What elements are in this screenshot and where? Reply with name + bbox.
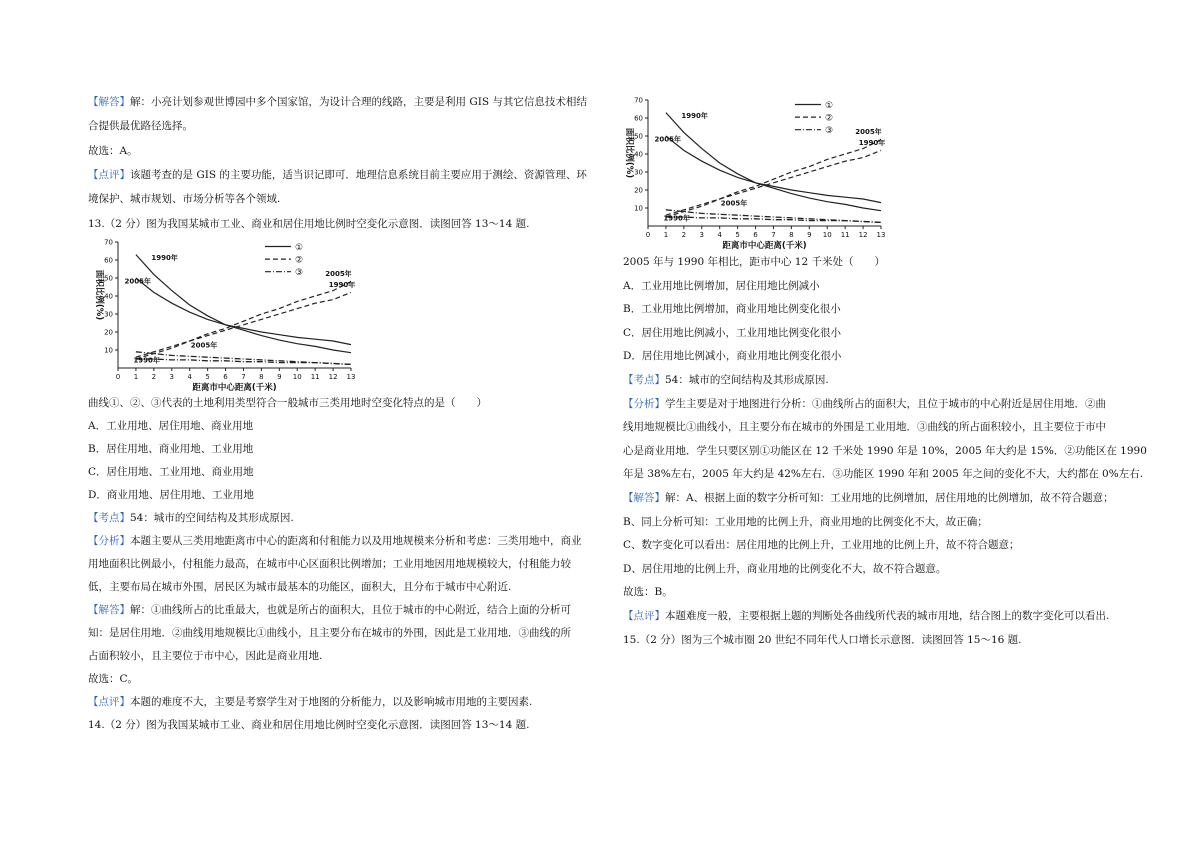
y-tick-label: 40 (104, 292, 113, 301)
x-tick-label: 7 (241, 373, 246, 381)
text-line (623, 515, 988, 529)
x-tick-label: 4 (717, 231, 722, 239)
x-tick-label: 2 (151, 373, 157, 381)
year-annotation: 1990年 (151, 254, 178, 262)
section-tag: 【考点】 (88, 512, 130, 524)
text-line (88, 442, 253, 456)
line-text: 解：A、根据上面的数字分析可知：工业用地的比例增加，居住用地的比例增加，故不符合题意； (665, 492, 1114, 504)
line-text: B、同上分析可知：工业用地的比例上升，商业用地的比例变化不大，故正确； (623, 515, 988, 528)
x-tick-label: 12 (858, 231, 868, 239)
line-text: 解：①曲线所占的比重最大，也就是所占的面积大，且位于城市的中心附近，结合上面的分析可 (130, 604, 571, 616)
section-tag: 【点评】 (88, 696, 130, 708)
text-line (623, 609, 1109, 623)
chart-svg (88, 236, 363, 392)
text-line (88, 557, 571, 571)
series-line-dashdot (666, 217, 881, 222)
series-line-solid (136, 255, 351, 353)
x-tick-label: 6 (223, 373, 228, 381)
text-line (623, 279, 820, 293)
line-text: 本题主要从三类用地距离市中心的距离和付租能力以及用地规模来分析和考虑：三类用地中，商业 (130, 535, 582, 547)
x-tick-label: 5 (205, 373, 210, 381)
text-line (88, 603, 571, 617)
section-tag: 【解答】 (88, 604, 130, 616)
text-line (88, 718, 529, 732)
year-annotation: 2005年 (124, 277, 151, 286)
line-text: 境保护、城市规划、市场分析等各个领域. (88, 193, 281, 206)
text-line (88, 534, 582, 548)
line-text: 14.（2 分）图为我国某城市工业、商业和居住用地比例时空变化示意图．读图回答 13～14 题. (88, 719, 530, 731)
text-line (88, 95, 587, 109)
text-line (88, 649, 322, 663)
year-annotation: 2005年 (325, 270, 352, 279)
y-tick-label: 60 (104, 256, 113, 265)
line-text: 54：城市的空间结构及其形成原因. (130, 512, 294, 524)
text-line (88, 580, 511, 594)
text-line (623, 326, 841, 340)
year-annotation: 2005年 (190, 341, 218, 350)
text-line (88, 465, 254, 479)
text-line (623, 538, 1020, 552)
line-text: D．商业用地、居住用地、工业用地 (88, 489, 254, 501)
text-line (88, 511, 294, 525)
x-tick-label: 12 (328, 373, 338, 381)
x-tick-label: 13 (346, 373, 356, 381)
y-tick-label: 10 (104, 346, 113, 355)
x-axis-label: 距离市中心距离(千米) (192, 383, 277, 392)
year-annotation: 2005年 (654, 135, 681, 144)
text-line (623, 491, 1114, 505)
year-annotation: 1990年 (133, 356, 160, 365)
line-text: A．工业用地比例增加，居住用地比例减小 (623, 279, 820, 292)
section-tag: 【解答】 (623, 492, 665, 504)
y-tick-label: 60 (634, 114, 643, 123)
line-text: 占面积较小，且主要位于市中心，因此是商业用地. (88, 650, 323, 662)
y-tick-label: 50 (104, 274, 113, 283)
legend-label: ② (294, 255, 304, 266)
chart-land-use-q13 (88, 236, 363, 392)
section-tag: 【点评】 (88, 168, 130, 181)
x-tick-label: 3 (169, 373, 175, 381)
text-line (88, 695, 532, 709)
section-tag: 【分析】 (623, 397, 665, 410)
line-text: B．居住用地、商业用地、工业用地 (88, 443, 254, 455)
line-text: 2005 年与 1990 年相比，距市中心 12 千米处（ ） (623, 256, 885, 268)
x-tick-label: 0 (645, 231, 651, 239)
x-tick-label: 4 (187, 373, 192, 381)
x-tick-label: 6 (753, 231, 758, 239)
text-line (88, 119, 193, 133)
text-line (623, 373, 829, 387)
line-text: 13.（2 分）图为我国某城市工业、商业和居住用地比例时空变化示意图．读图回答 13～14 题. (88, 217, 530, 230)
y-tick-label: 20 (104, 328, 113, 337)
text-line (623, 302, 841, 316)
x-tick-label: 0 (115, 373, 121, 381)
line-text: 合提供最优路径选择。 (88, 120, 193, 133)
line-text: C、数字变化可以看出：居住用地的比例上升，工业用地的比例上升，故不符合题意； (623, 539, 1020, 552)
line-text: C．居住用地、工业用地、商业用地 (88, 466, 254, 478)
series-line-dashdot (136, 359, 351, 364)
y-axis-label: 面积比例(%) (94, 269, 104, 321)
y-tick-label: 70 (104, 238, 113, 247)
text-line (623, 562, 946, 576)
x-tick-label: 9 (807, 231, 812, 239)
x-tick-label: 7 (771, 231, 776, 239)
x-tick-label: 11 (310, 373, 320, 381)
text-line (88, 672, 138, 686)
text-line (88, 396, 487, 410)
series-line-solid (666, 113, 881, 211)
text-line (88, 419, 253, 433)
line-text: 本题难度一般，主要根据上题的判断处各曲线所代表的城市用地，结合图上的数字变化可以看出. (665, 610, 1110, 622)
line-text: 故选：A。 (88, 144, 138, 157)
legend-label: ③ (294, 268, 304, 279)
y-axis-label: 面积比例(%) (624, 127, 634, 179)
text-line (623, 397, 1106, 411)
text-line (88, 626, 571, 640)
line-text: 故选：B。 (623, 586, 673, 599)
text-line (88, 217, 529, 231)
text-line (88, 488, 254, 502)
line-text: 心是商业用地．学生只要区别①功能区在 12 千米处 1990 年是 10%，2005 年大约是 15%．②功能区在 1990 (623, 444, 1147, 457)
x-tick-label: 13 (876, 231, 886, 239)
x-axis-label: 距离市中心距离(千米) (722, 241, 807, 250)
text-line (623, 349, 841, 363)
x-tick-label: 11 (840, 231, 850, 239)
y-tick-label: 20 (634, 186, 643, 195)
chart-land-use-q14 (618, 94, 893, 250)
x-tick-label: 3 (699, 231, 705, 239)
text-line (623, 633, 1022, 647)
legend-label: ① (824, 101, 834, 111)
y-tick-label: 30 (634, 168, 643, 177)
legend-label: ② (824, 113, 834, 124)
year-annotation: 1990年 (858, 139, 886, 147)
section-tag: 【点评】 (623, 610, 665, 622)
year-annotation: 1990年 (663, 214, 690, 223)
x-tick-label: 9 (277, 373, 282, 381)
series-line-dashdot (666, 210, 881, 223)
line-text: D．居住用地比例减小，商业用地比例变化很小 (623, 350, 842, 363)
x-tick-label: 8 (259, 373, 264, 381)
text-line (88, 168, 587, 182)
x-tick-label: 2 (681, 231, 687, 239)
line-text: D、居住用地的比例上升，商业用地的比例变化不大，故不符合题意。 (623, 562, 947, 575)
section-tag: 【分析】 (88, 535, 130, 547)
x-tick-label: 5 (735, 231, 740, 239)
line-text: 线用地规模比①曲线小，且主要分布在城市的外围是工业用地．③曲线的所占面积较小，且主要位于市中 (623, 421, 1106, 434)
x-tick-label: 8 (789, 231, 794, 239)
line-text: 学生主要是对于地图进行分析：①曲线所占的面积大，且位于城市的中心附近是居住用地．②曲 (665, 397, 1106, 410)
y-tick-label: 10 (634, 204, 643, 213)
section-tag: 【考点】 (623, 374, 665, 386)
year-annotation: 1990年 (681, 112, 708, 120)
year-annotation: 2005年 (855, 128, 882, 137)
line-text: 本题的难度不大，主要是考察学生对于地图的分析能力，以及影响城市用地的主要因素. (130, 696, 533, 708)
legend-label: ① (294, 243, 304, 253)
line-text: 54：城市的空间结构及其形成原因. (665, 374, 829, 386)
text-line (623, 467, 1143, 481)
y-tick-label: 40 (634, 150, 643, 159)
section-tag: 【解答】 (88, 96, 130, 108)
x-tick-label: 10 (292, 373, 302, 381)
line-text: B．工业用地比例增加，商业用地比例变化很小 (623, 303, 841, 316)
x-tick-label: 1 (663, 231, 669, 239)
year-annotation: 2005年 (720, 199, 748, 208)
text-line (623, 420, 1106, 434)
y-tick-label: 70 (634, 96, 643, 105)
chart-svg (618, 94, 893, 250)
line-text: 低，主要布局在城市外围，居民区为城市最基本的功能区，面积大，且分布于城市中心附近. (88, 581, 512, 593)
line-text: 曲线①、②、③代表的土地利用类型符合一般城市三类用地时空变化特点的是（ ） (88, 397, 487, 409)
line-text: 15.（2 分）图为三个城市圈 20 世纪不同年代人口增长示意图．读图回答 15～16 题. (623, 633, 1022, 646)
line-text: A．工业用地、居住用地、商业用地 (88, 420, 254, 432)
text-line (623, 255, 885, 269)
line-text: 知：是居住用地．②曲线用地规模比①曲线小，且主要分布在城市的外围，因此是工业用地．③曲线的所 (88, 627, 571, 639)
y-tick-label: 30 (104, 310, 113, 319)
x-tick-label: 1 (133, 373, 139, 381)
line-text: 年是 38%左右，2005 年大约是 42%左右．③功能区 1990 年和 2005 年之间的变化不大，大约都在 0%左右. (623, 468, 1144, 481)
text-line (88, 192, 280, 206)
line-text: 解：小亮计划参观世博园中多个国家馆，为设计合理的线路，主要是利用 GIS 与其它信息技术相结 (130, 96, 587, 108)
year-annotation: 1990年 (328, 281, 356, 289)
series-line-dashdot (136, 352, 351, 365)
line-text: 该题考查的是 GIS 的主要功能，适当识记即可．地理信息系统目前主要应用于测绘、资源管理、环 (130, 168, 587, 181)
line-text: C．居住用地比例减小，工业用地比例变化很小 (623, 326, 842, 339)
line-text: 用地面积比例最小，付租能力最高，在城市中心区面积比例增加；工业用地因用地规模较大，付租能力较 (88, 558, 571, 570)
line-text: 故选：C。 (88, 673, 139, 685)
legend-label: ③ (824, 126, 834, 137)
y-tick-label: 50 (634, 132, 643, 141)
x-tick-label: 10 (822, 231, 832, 239)
text-line (623, 585, 673, 599)
text-line (88, 144, 138, 158)
text-line (623, 444, 1147, 458)
